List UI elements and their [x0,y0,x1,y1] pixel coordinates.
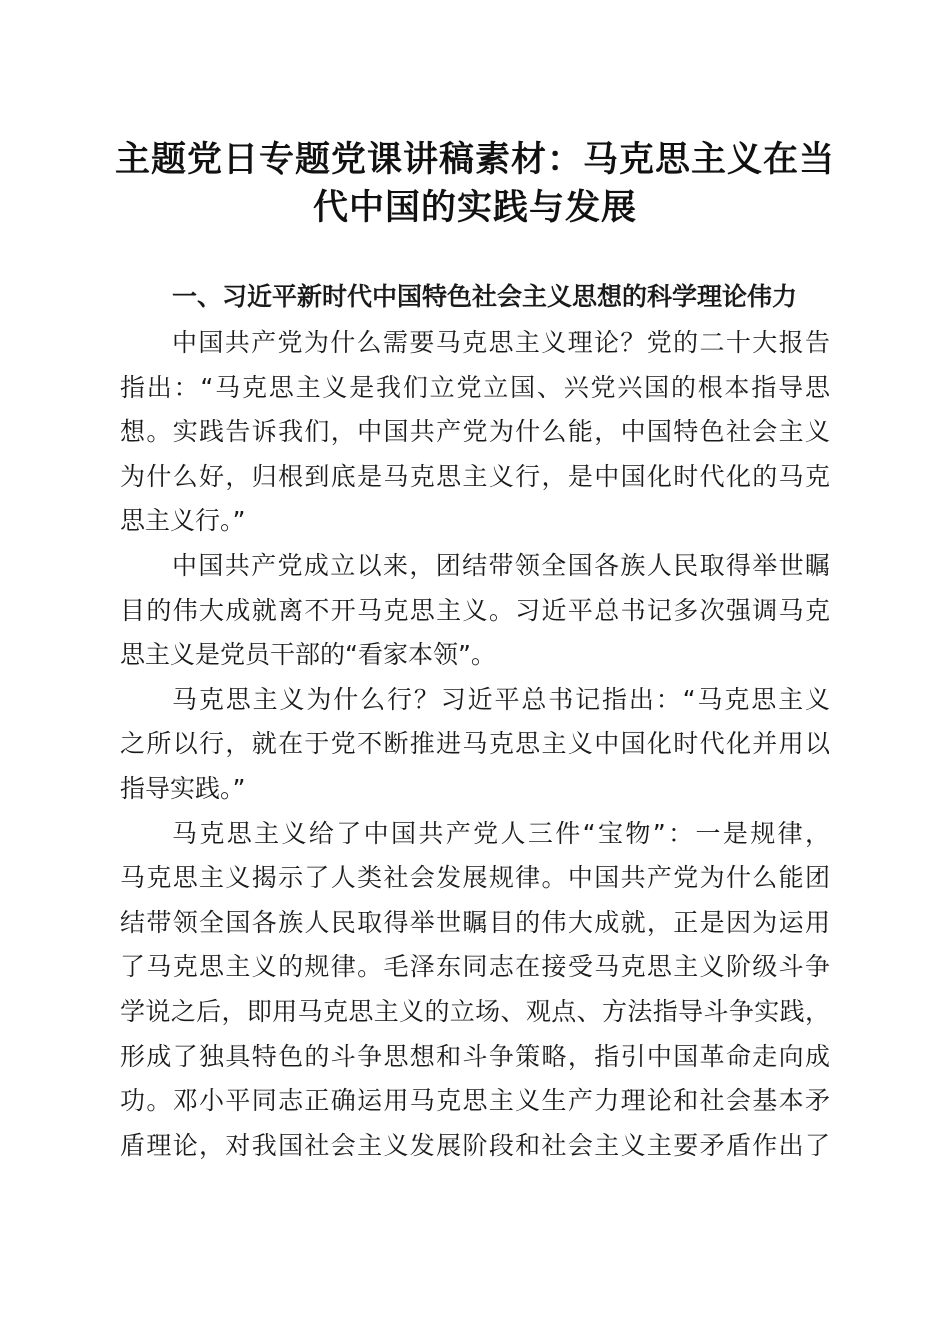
paragraph [120,544,830,678]
paragraph-line: 指出：“马克思主义是我们立党立国、兴党兴国的根本指导思 [120,372,830,402]
paragraph-line: 思主义行。” [120,506,246,536]
paragraph-line: 了马克思主义的规律。毛泽东同志在接受马克思主义阶级斗争 [120,952,830,982]
title-line-2: 代中国的实践与发展 [312,187,637,228]
paragraph-line: 盾理论，对我国社会主义发展阶段和社会主义主要矛盾作出了 [120,1130,830,1160]
paragraph-line: 马克思主义揭示了人类社会发展规律。中国共产党为什么能团 [120,863,830,893]
paragraph-line: 目的伟大成就离不开马克思主义。习近平总书记多次强调马克 [120,595,830,625]
section-heading: 一、习近平新时代中国特色社会主义思想的科学理论伟力 [172,282,798,311]
paragraph-line: 之所以行，就在于党不断推进马克思主义中国化时代化并用以 [120,729,830,759]
paragraph-line: 中国共产党为什么需要马克思主义理论？党的二十大报告 [172,328,830,357]
paragraph [120,812,830,1169]
paragraph-line: 学说之后，即用马克思主义的立场、观点、方法指导斗争实践， [120,996,830,1026]
paragraph [120,678,830,812]
paragraph-line: 思主义是党员干部的“看家本领”。 [120,640,496,670]
paragraph-line: 形成了独具特色的斗争思想和斗争策略，指引中国革命走向成 [120,1041,830,1071]
paragraph-line: 中国共产党成立以来，团结带领全国各族人民取得举世瞩 [172,550,830,580]
document-body [120,273,830,1168]
paragraph-line: 想。实践告诉我们，中国共产党为什么能，中国特色社会主义 [120,417,830,447]
paragraph-line: 指导实践。” [120,773,246,803]
paragraph [120,321,830,544]
title-line-1: 主题党日专题党课讲稿素材：马克思主义在当 [114,139,835,180]
document-title [100,136,850,232]
paragraph-line: 结带领全国各族人民取得举世瞩目的伟大成就，正是因为运用 [120,907,830,937]
paragraph-line: 马克思主义为什么行？习近平总书记指出：“马克思主义 [172,684,830,714]
paragraph-line: 功。邓小平同志正确运用马克思主义生产力理论和社会基本矛 [120,1086,830,1116]
paragraph-line: 马克思主义给了中国共产党人三件“宝物”：一是规律， [172,818,830,848]
paragraph-line: 为什么好，归根到底是马克思主义行，是中国化时代化的马克 [120,461,830,491]
